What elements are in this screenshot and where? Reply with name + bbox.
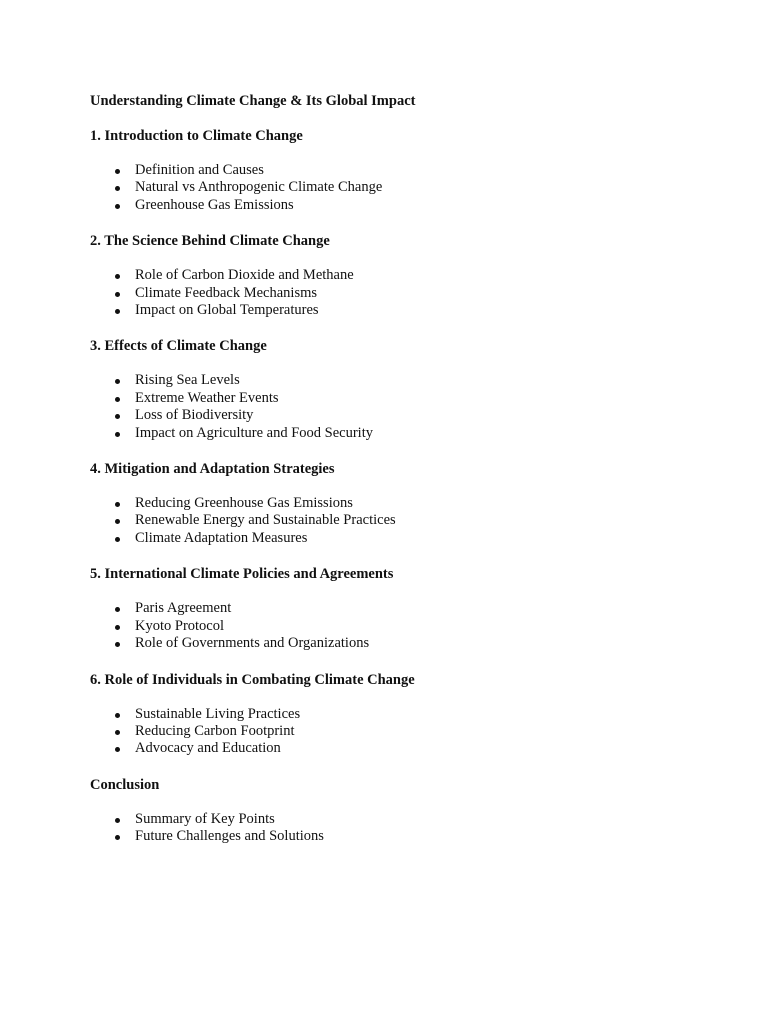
list-item-text: Impact on Agriculture and Food Security (135, 424, 373, 441)
list-item (90, 495, 710, 512)
list-item (90, 285, 710, 302)
list-item-text: Sustainable Living Practices (135, 705, 301, 722)
list-item (90, 425, 710, 442)
bullet-icon (115, 502, 120, 507)
list-item-text: Rising Sea Levels (135, 372, 240, 389)
list-item-text: Advocacy and Education (135, 740, 281, 757)
list-item (90, 302, 710, 319)
list-item (90, 706, 710, 723)
section-individuals (90, 671, 710, 758)
bullet-icon (115, 432, 120, 437)
bullet-icon (115, 414, 120, 419)
section-heading: 4. Mitigation and Adaptation Strategies (90, 461, 335, 478)
bullet-list (90, 372, 710, 442)
section-heading: 6. Role of Individuals in Combating Climate Change (90, 671, 415, 688)
bullet-list (90, 267, 710, 319)
list-item-text: Natural vs Anthropogenic Climate Change (135, 179, 383, 196)
list-item-text: Role of Governments and Organizations (135, 635, 370, 652)
list-item (90, 530, 710, 547)
list-item-text: Paris Agreement (135, 600, 232, 617)
bullet-icon (115, 519, 120, 524)
document-title: Understanding Climate Change & Its Global Impact (90, 93, 416, 109)
list-item (90, 197, 710, 214)
bullet-icon (115, 379, 120, 384)
list-item (90, 372, 710, 389)
list-item-text: Impact on Global Temperatures (135, 302, 319, 319)
section-policies (90, 565, 710, 652)
bullet-icon (115, 274, 120, 279)
document-page (90, 92, 710, 864)
list-item (90, 162, 710, 179)
list-item-text: Greenhouse Gas Emissions (135, 196, 294, 213)
list-item-text: Kyoto Protocol (135, 617, 225, 634)
section-heading: Conclusion (90, 776, 160, 793)
list-item-text: Renewable Energy and Sustainable Practices (135, 512, 396, 529)
section-heading: 1. Introduction to Climate Change (90, 128, 303, 144)
section-mitigation (90, 460, 710, 547)
bullet-icon (115, 835, 120, 840)
list-item (90, 618, 710, 635)
bullet-list (90, 811, 710, 846)
bullet-icon (115, 397, 120, 402)
bullet-icon (115, 186, 120, 191)
section-heading: 3. Effects of Climate Change (90, 338, 267, 355)
section-effects (90, 337, 710, 442)
bullet-icon (115, 747, 120, 752)
list-item-text: Extreme Weather Events (135, 389, 279, 406)
bullet-icon (115, 292, 120, 297)
list-item-text: Role of Carbon Dioxide and Methane (135, 267, 354, 284)
bullet-icon (115, 730, 120, 735)
list-item (90, 740, 710, 757)
bullet-icon (115, 537, 120, 542)
section-introduction (90, 127, 710, 214)
list-item (90, 811, 710, 828)
bullet-list (90, 495, 710, 547)
list-item-text: Reducing Carbon Footprint (135, 722, 295, 739)
bullet-list (90, 600, 710, 652)
bullet-list (90, 162, 710, 214)
list-item (90, 828, 710, 845)
bullet-icon (115, 309, 120, 314)
list-item-text: Loss of Biodiversity (135, 407, 254, 424)
section-heading: 2. The Science Behind Climate Change (90, 233, 330, 250)
bullet-icon (115, 625, 120, 630)
bullet-icon (115, 204, 120, 209)
bullet-icon (115, 169, 120, 174)
list-item-text: Climate Adaptation Measures (135, 529, 308, 546)
bullet-icon (115, 642, 120, 647)
list-item (90, 390, 710, 407)
list-item-text: Definition and Causes (135, 162, 264, 178)
list-item (90, 179, 710, 196)
bullet-list (90, 706, 710, 758)
bullet-icon (115, 713, 120, 718)
list-item (90, 635, 710, 652)
list-item (90, 600, 710, 617)
list-item (90, 267, 710, 284)
list-item (90, 723, 710, 740)
section-conclusion (90, 776, 710, 846)
section-heading: 5. International Climate Policies and Agreements (90, 566, 394, 583)
bullet-icon (115, 818, 120, 823)
list-item-text: Future Challenges and Solutions (135, 828, 324, 845)
list-item (90, 512, 710, 529)
bullet-icon (115, 607, 120, 612)
list-item-text: Reducing Greenhouse Gas Emissions (135, 495, 353, 512)
list-item-text: Summary of Key Points (135, 810, 275, 827)
list-item (90, 407, 710, 424)
section-science (90, 232, 710, 319)
list-item-text: Climate Feedback Mechanisms (135, 284, 318, 301)
